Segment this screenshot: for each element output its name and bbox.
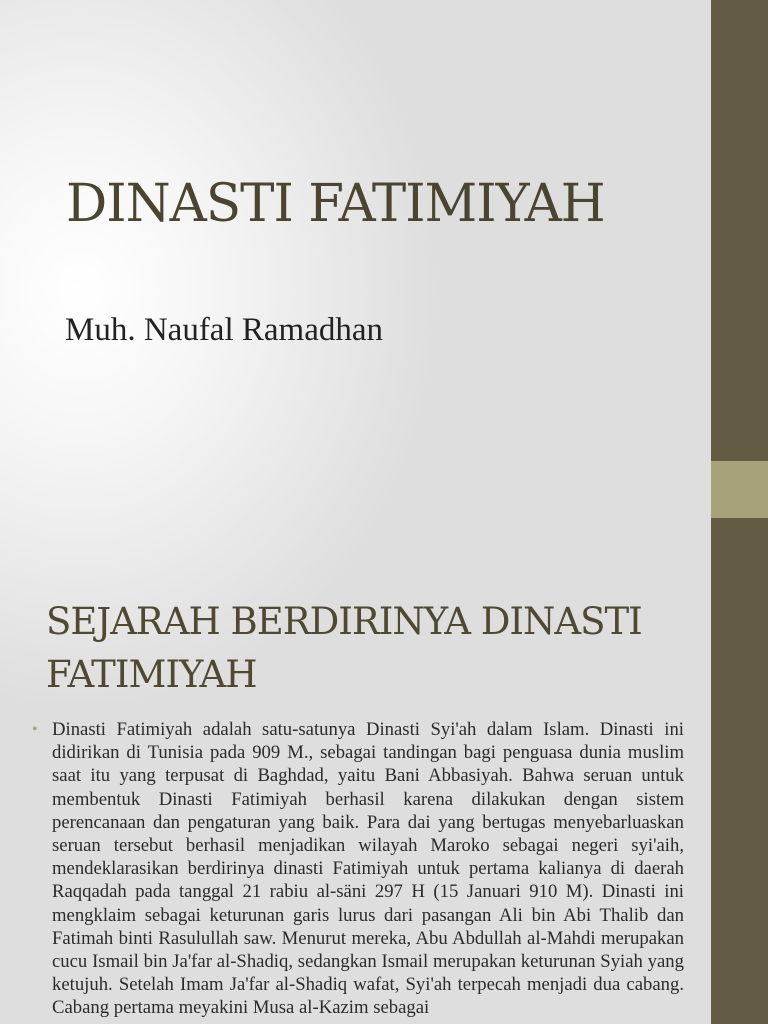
bullet-icon: • bbox=[32, 721, 38, 738]
sidebar-accent-block bbox=[711, 461, 768, 518]
body-paragraph: Dinasti Fatimiyah adalah satu-satunya Dinasti Syi'ah dalam Islam. Dinasti ini didirikan di Tunisia pada 909 M., sebagai tandingan bagi penguasa dunia muslim saat itu yang terpusat di Baghdad, yaitu Bani Abbasiyah. Bahwa seruan untuk membentuk Dinasti Fatimiyah berhasil karena dilakukan dengan sistem perencanaan dan pengaturan yang baik. Para dai yang bertugas menyebarluaskan seruan tersebut berhasil menjadikan wilayah Maroko sebagai negeri syi'aih, mendeklarasikan berdirinya dinasti Fatimiyah untuk pertama kalianya di daerah Raqqadah pada tanggal 21 rabiu al-säni 297 H (15 Januari 910 M). Dinasti ini mengklaim sebagai keturunan garis lurus dari pasangan Ali bin Abi Thalib dan Fatimah binti Rasulullah saw. Menurut mereka, Abu Abdullah al-Mahdi merupakan cucu Ismail bin Ja'far al-Shadiq, sedangkan Ismail merupakan keturunan Syiah yang ketujuh. Setelah Imam Ja'far al-Shadiq wafat, Syi'ah terpecah menjadi dua cabang. Cabang pertama meyakini Musa al-Kazim sebagai bbox=[52, 719, 684, 1019]
slide-title: DINASTI FATIMIYAH bbox=[66, 174, 605, 234]
section-heading: SEJARAH BERDIRINYA DINASTI FATIMIYAH bbox=[46, 600, 642, 696]
slide-subtitle-author: Muh. Naufal Ramadhan bbox=[65, 312, 383, 348]
